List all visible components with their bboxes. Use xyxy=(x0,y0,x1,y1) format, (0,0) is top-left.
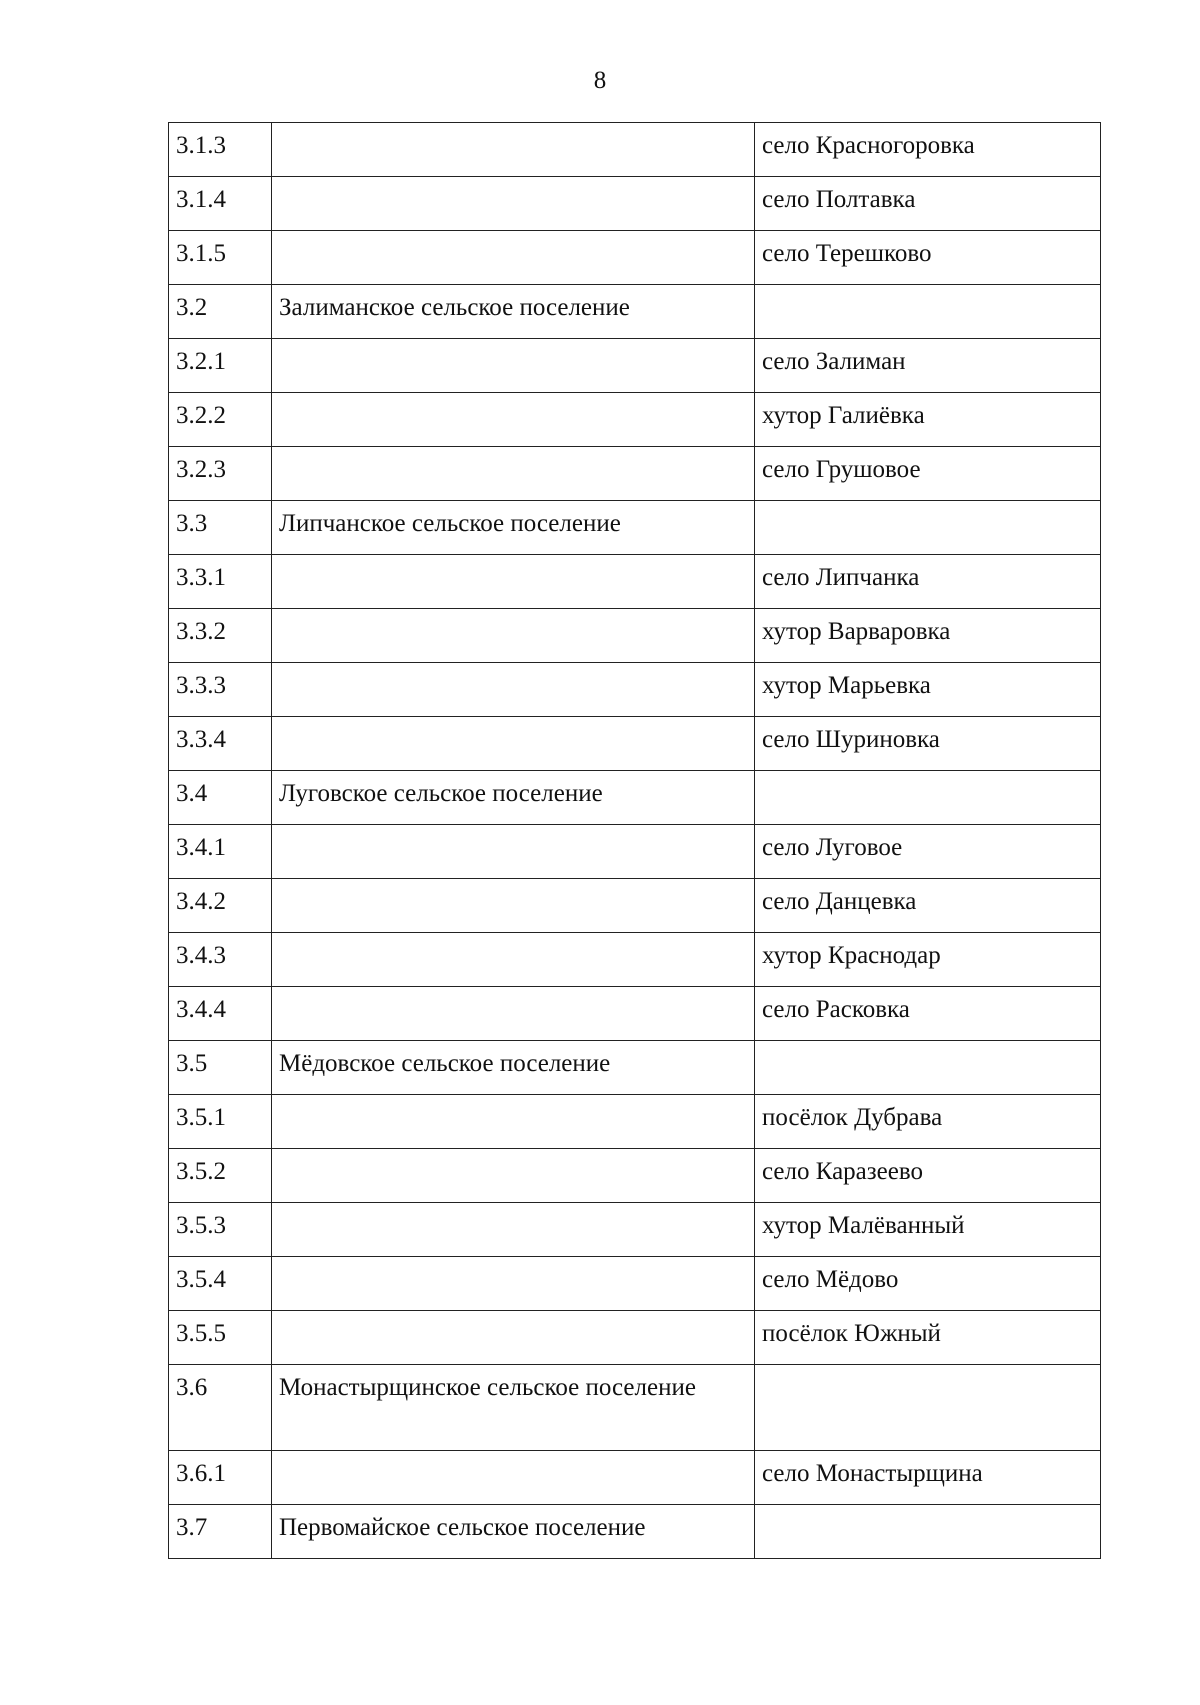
locality-name: село Липчанка xyxy=(755,555,1101,609)
settlement-name xyxy=(272,339,755,393)
locality-name: село Грушовое xyxy=(755,447,1101,501)
locality-name: село Шуриновка xyxy=(755,717,1101,771)
settlement-name: Монастырщинское сельское поселение xyxy=(272,1365,755,1451)
row-number: 3.3.2 xyxy=(169,609,272,663)
settlement-name: Первомайское сельское поселение xyxy=(272,1505,755,1559)
row-number: 3.2.2 xyxy=(169,393,272,447)
row-number: 3.3.1 xyxy=(169,555,272,609)
table-row xyxy=(169,933,1101,987)
settlement-name: Луговское сельское поселение xyxy=(272,771,755,825)
settlement-name xyxy=(272,717,755,771)
row-number: 3.4.1 xyxy=(169,825,272,879)
table-row xyxy=(169,231,1101,285)
row-number: 3.5.4 xyxy=(169,1257,272,1311)
settlement-name xyxy=(272,933,755,987)
row-number: 3.2.3 xyxy=(169,447,272,501)
table-row xyxy=(169,1149,1101,1203)
locality-name xyxy=(755,771,1101,825)
locality-name: посёлок Дубрава xyxy=(755,1095,1101,1149)
table-row xyxy=(169,717,1101,771)
row-number: 3.1.3 xyxy=(169,123,272,177)
settlement-name xyxy=(272,1257,755,1311)
settlement-name: Залиманское сельское поселение xyxy=(272,285,755,339)
table-row xyxy=(169,1041,1101,1095)
row-number: 3.4 xyxy=(169,771,272,825)
table-row xyxy=(169,1451,1101,1505)
row-number: 3.5.2 xyxy=(169,1149,272,1203)
settlement-name xyxy=(272,879,755,933)
table-row xyxy=(169,285,1101,339)
locality-name: село Монастырщина xyxy=(755,1451,1101,1505)
settlement-name xyxy=(272,231,755,285)
row-number: 3.2 xyxy=(169,285,272,339)
locality-name: хутор Малёванный xyxy=(755,1203,1101,1257)
row-number: 3.7 xyxy=(169,1505,272,1559)
table-row xyxy=(169,501,1101,555)
locality-name: село Луговое xyxy=(755,825,1101,879)
settlement-name xyxy=(272,1095,755,1149)
table-row xyxy=(169,879,1101,933)
settlement-name xyxy=(272,555,755,609)
table-row xyxy=(169,393,1101,447)
settlement-name xyxy=(272,1149,755,1203)
row-number: 3.6.1 xyxy=(169,1451,272,1505)
page-number: 8 xyxy=(593,67,607,94)
row-number: 3.5.1 xyxy=(169,1095,272,1149)
table-row xyxy=(169,825,1101,879)
settlement-name xyxy=(272,177,755,231)
row-number: 3.3 xyxy=(169,501,272,555)
table-row xyxy=(169,663,1101,717)
locality-name xyxy=(755,1505,1101,1559)
settlement-name xyxy=(272,825,755,879)
locality-name: хутор Краснодар xyxy=(755,933,1101,987)
settlement-name: Мёдовское сельское поселение xyxy=(272,1041,755,1095)
row-number: 3.4.3 xyxy=(169,933,272,987)
table-row xyxy=(169,555,1101,609)
row-number: 3.3.3 xyxy=(169,663,272,717)
locality-name: село Данцевка xyxy=(755,879,1101,933)
locality-name: хутор Галиёвка xyxy=(755,393,1101,447)
settlement-name xyxy=(272,609,755,663)
settlement-name xyxy=(272,393,755,447)
table-row xyxy=(169,1311,1101,1365)
locality-name: село Полтавка xyxy=(755,177,1101,231)
row-number: 3.2.1 xyxy=(169,339,272,393)
table-row xyxy=(169,1505,1101,1559)
table-row xyxy=(169,177,1101,231)
locality-name: село Каразеево xyxy=(755,1149,1101,1203)
locality-name xyxy=(755,285,1101,339)
locality-name xyxy=(755,1365,1101,1451)
table-row xyxy=(169,447,1101,501)
table-row xyxy=(169,1203,1101,1257)
row-number: 3.1.4 xyxy=(169,177,272,231)
row-number: 3.3.4 xyxy=(169,717,272,771)
row-number: 3.4.4 xyxy=(169,987,272,1041)
settlement-name xyxy=(272,1451,755,1505)
row-number: 3.5 xyxy=(169,1041,272,1095)
settlement-name xyxy=(272,663,755,717)
settlement-name: Липчанское сельское поселение xyxy=(272,501,755,555)
table-row xyxy=(169,123,1101,177)
table-row xyxy=(169,1257,1101,1311)
row-number: 3.6 xyxy=(169,1365,272,1451)
row-number: 3.4.2 xyxy=(169,879,272,933)
locality-name xyxy=(755,1041,1101,1095)
locality-name xyxy=(755,501,1101,555)
table-row xyxy=(169,987,1101,1041)
locality-name: посёлок Южный xyxy=(755,1311,1101,1365)
row-number: 3.5.3 xyxy=(169,1203,272,1257)
settlement-name xyxy=(272,987,755,1041)
locality-name: село Расковка xyxy=(755,987,1101,1041)
locality-name: хутор Варваровка xyxy=(755,609,1101,663)
settlement-name xyxy=(272,1311,755,1365)
settlement-name xyxy=(272,447,755,501)
table-row xyxy=(169,1095,1101,1149)
locality-name: село Терешково xyxy=(755,231,1101,285)
locality-name: село Залиман xyxy=(755,339,1101,393)
table-row xyxy=(169,609,1101,663)
settlement-name xyxy=(272,1203,755,1257)
locality-name: село Красногоровка xyxy=(755,123,1101,177)
row-number: 3.5.5 xyxy=(169,1311,272,1365)
row-number: 3.1.5 xyxy=(169,231,272,285)
settlement-name xyxy=(272,123,755,177)
table-row xyxy=(169,771,1101,825)
settlements-table xyxy=(168,122,1101,1559)
table-row xyxy=(169,1365,1101,1451)
locality-name: хутор Марьевка xyxy=(755,663,1101,717)
locality-name: село Мёдово xyxy=(755,1257,1101,1311)
table-row xyxy=(169,339,1101,393)
